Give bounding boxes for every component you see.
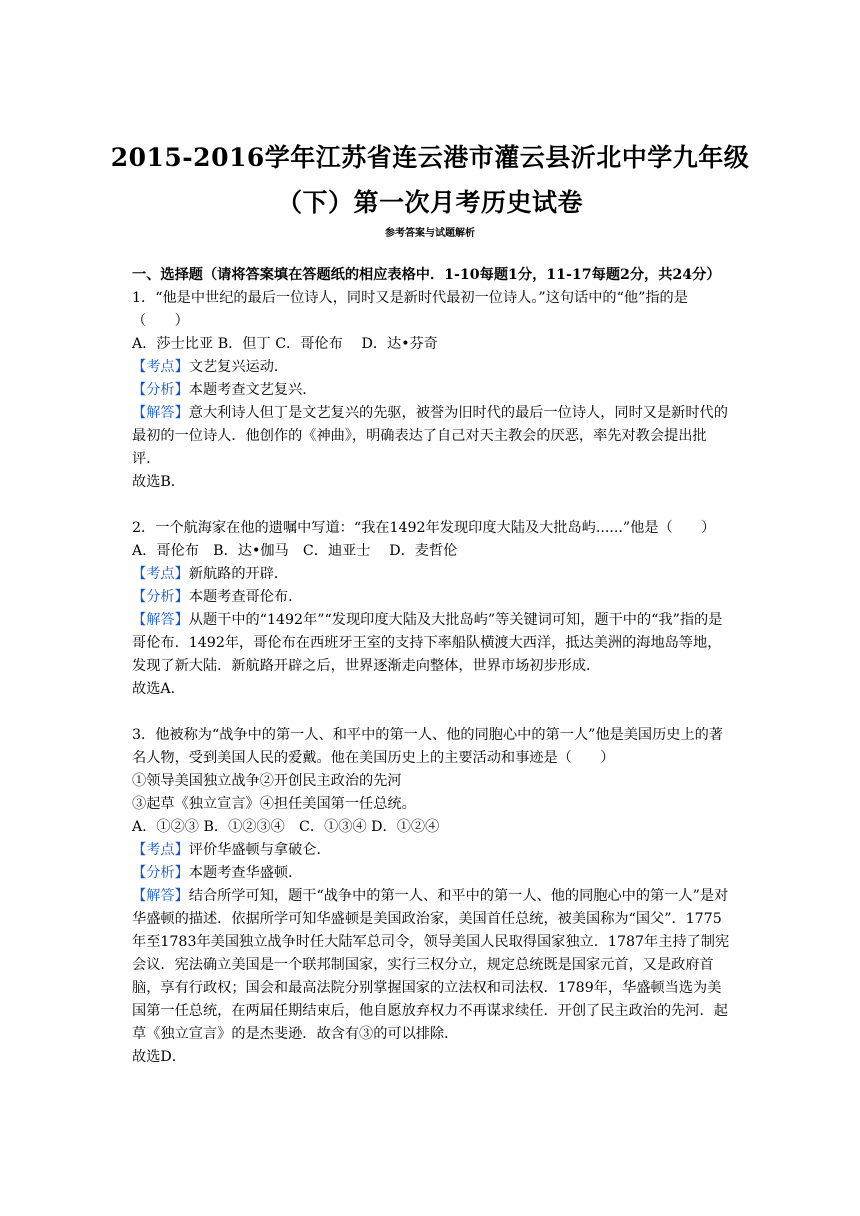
kaodian-line <box>132 563 732 586</box>
answer-line: 故选A． <box>132 681 185 697</box>
document-subtitle: 参考答案与试题解析 <box>385 228 475 239</box>
jieda-line <box>132 609 732 678</box>
kaodian-text: 评价华盛顿与拿破仑． <box>188 842 331 858</box>
section-heading: 一、选择题（请将答案填在答题纸的相应表格中．1-10每题1分，11-17每题2分，共24分） <box>132 267 721 283</box>
jieda-line <box>132 885 732 1046</box>
fenxi-line <box>132 379 732 402</box>
question-stem: 2．一个航海家在他的遗嘱中写道：“我在1492年发现印度大陆及大批岛屿......”他是（ ） <box>132 520 716 536</box>
question-gap <box>132 494 732 517</box>
question-3 <box>132 724 732 1069</box>
jieda-tag: 【解答】 <box>132 612 189 628</box>
fenxi-text: 本题考查哥伦布． <box>188 589 303 605</box>
fenxi-tag: 【分析】 <box>132 589 189 605</box>
document-title-line1: 2015-2016学年江苏省连云港市灌云县沂北中学九年级 <box>110 143 750 172</box>
document-body <box>132 264 732 1069</box>
kaodian-line <box>132 356 732 379</box>
jieda-tag: 【解答】 <box>132 405 189 421</box>
jieda-line <box>132 402 732 471</box>
question-items-line1: ①领导美国独立战争②开创民主政治的先河 <box>132 773 402 789</box>
document-title-line2: （下）第一次月考历史试卷 <box>276 188 583 217</box>
kaodian-tag: 【考点】 <box>132 359 189 375</box>
jieda-text: 从题干中的“1492年”“发现印度大陆及大批岛屿”等关键词可知，题干中的“我”指的是哥伦布．1492年，哥伦布在西班牙王室的支持下率船队横渡大西洋，抵达美洲的海地岛等地，发现了新大陆．新航路开辟之后，世界逐渐走向整体，世界市场初步形成． <box>132 612 723 674</box>
question-options: A．①②③ B．①②③④ C．①③④ D．①②④ <box>132 819 440 835</box>
fenxi-text: 本题考查华盛顿． <box>188 865 303 881</box>
question-stem: 3．他被称为“战争中的第一人、和平中的第一人、他的同胞心中的第一人”他是美国历史上的著名人物，受到美国人民的爱戴。他在美国历史上的主要活动和事迹是（ ） <box>132 727 724 766</box>
answer-line: 故选B． <box>132 474 185 490</box>
question-items-line2: ③起草《独立宣言》④担任美国第一任总统。 <box>132 796 416 812</box>
question-gap <box>132 701 732 724</box>
kaodian-tag: 【考点】 <box>132 566 189 582</box>
jieda-tag: 【解答】 <box>132 888 189 904</box>
kaodian-text: 文艺复兴运动． <box>188 359 289 375</box>
fenxi-tag: 【分析】 <box>132 382 189 398</box>
fenxi-tag: 【分析】 <box>132 865 189 881</box>
question-stem: 1．“他是中世纪的最后一位诗人，同时又是新时代最初一位诗人。”这句话中的“他”指的是（ ） <box>132 290 688 329</box>
question-options: A．哥伦布 B．达•伽马 C．迪亚士 D．麦哲伦 <box>132 543 458 559</box>
kaodian-tag: 【考点】 <box>132 842 189 858</box>
question-options: A．莎士比亚 B．但丁 C．哥伦布 D．达•芬奇 <box>132 336 438 352</box>
question-1 <box>132 287 732 494</box>
fenxi-line <box>132 586 732 609</box>
question-2 <box>132 517 732 701</box>
kaodian-line <box>132 839 732 862</box>
fenxi-text: 本题考查文艺复兴． <box>188 382 317 398</box>
kaodian-text: 新航路的开辟． <box>188 566 289 582</box>
jieda-text: 结合所学可知，题干“战争中的第一人、和平中的第一人、他的同胞心中的第一人”是对华盛顿的描述．依据所学可知华盛顿是美国政治家，美国首任总统，被美国称为“国父”．1775年至1783年美国独立战争时任大陆军总司令，领导美国人民取得国家独立．1787年主持了制宪会议．宪法确立美国是一个联邦制国家，实行三权分立，规定总统既是国家元首，又是政府首脑，享有行政权；国会和最高法院分别掌握国家的立法权和司法权．1789年，华盛顿当选为美国第一任总统，在两届任期结束后，他自愿放弃权力不再谋求续任．开创了民主政治的先河．起草《独立宣言》的是杰斐逊．故含有③的可以排除． <box>132 888 730 1042</box>
fenxi-line <box>132 862 732 885</box>
answer-line: 故选D． <box>132 1049 186 1065</box>
jieda-text: 意大利诗人但丁是文艺复兴的先驱，被誉为旧时代的最后一位诗人，同时又是新时代的最初的一位诗人．他创作的《神曲》，明确表达了自己对天主教会的厌恶，率先对教会提出批评． <box>132 405 728 467</box>
